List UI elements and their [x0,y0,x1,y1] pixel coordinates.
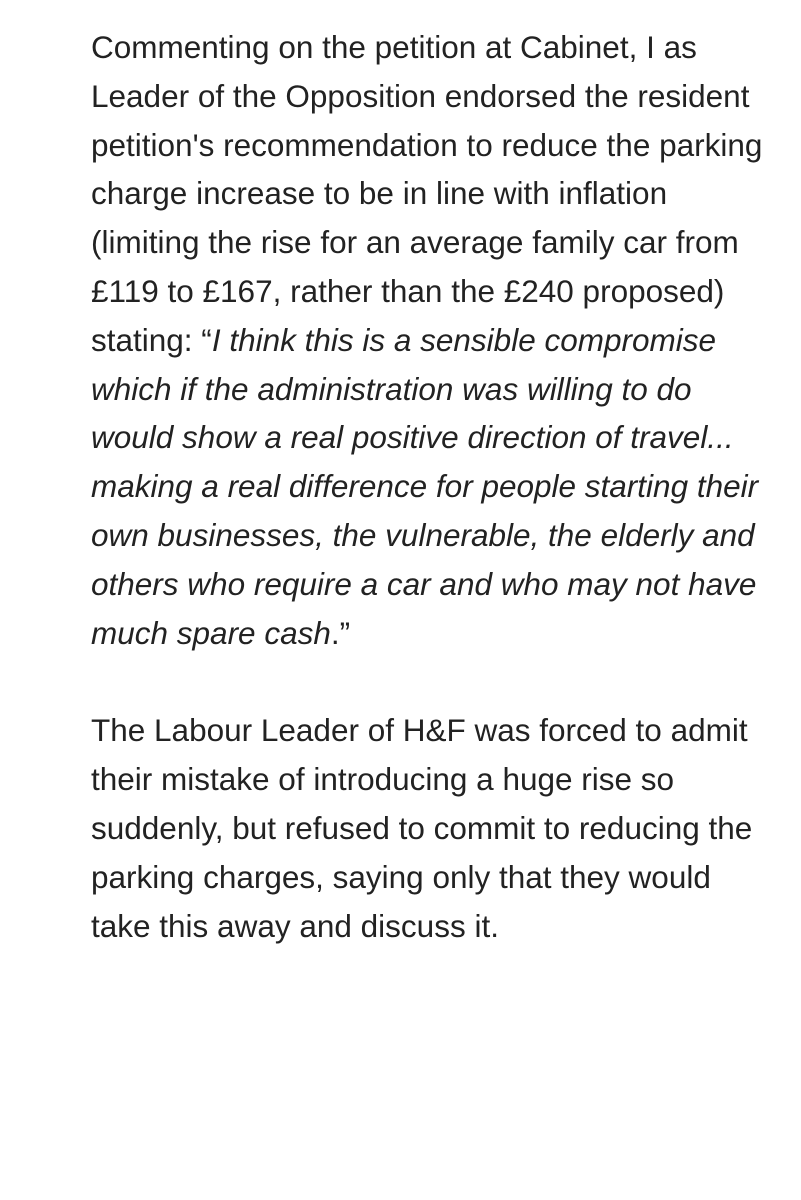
article-body [91,23,771,950]
paragraph-cabinet-comment [91,23,771,657]
leader-quote: I think this is a sensible compromise which if the administration was willing to do would show a real positive direction of travel... making a real difference for people starting their own businesses, the vulnerable, the elderly and others who require a car and who may not have much spare cash [91,321,759,651]
paragraph-labour-response: The Labour Leader of H&F was forced to admit their mistake of introducing a huge rise so suddenly, but refused to commit to reducing the parking charges, saying only that they would take this away and discuss it. [91,712,753,944]
paragraph-lead-text: Commenting on the petition at Cabinet, I as Leader of the Opposition endorsed the resident petition's recommendation to reduce the parking charge increase to be in line with inflation (limiting the rise for an average family car from £119 to £167, rather than the £240 proposed) stating: “ [91,29,763,358]
quote-closing: .” [330,614,351,651]
